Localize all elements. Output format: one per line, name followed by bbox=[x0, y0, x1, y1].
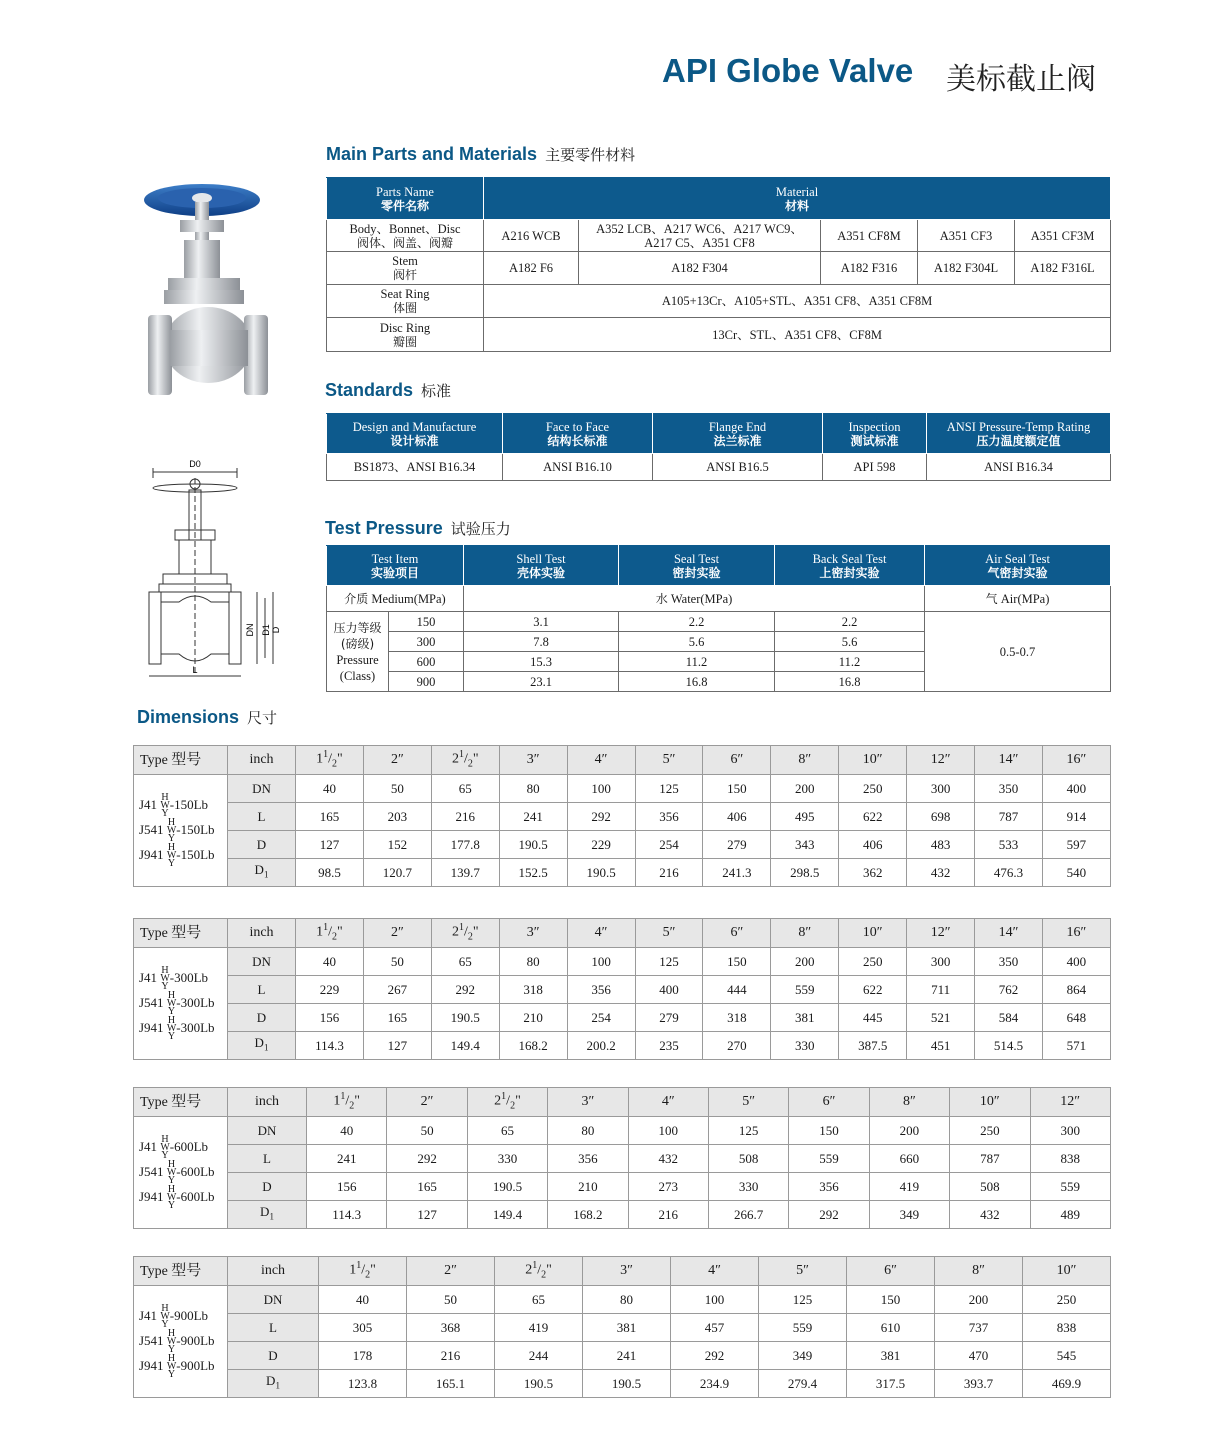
dimension-value: 317.5 bbox=[847, 1370, 935, 1398]
table-row bbox=[134, 1145, 1111, 1173]
dimension-value: 559 bbox=[759, 1314, 847, 1342]
dimension-value: 393.7 bbox=[935, 1370, 1023, 1398]
valve-drawing bbox=[145, 458, 295, 683]
size-header: $2^1/_2$" bbox=[467, 1088, 547, 1117]
dimension-value: 330 bbox=[708, 1173, 788, 1201]
dimension-value: 508 bbox=[950, 1173, 1030, 1201]
dimension-value: 406 bbox=[703, 803, 771, 831]
size-header: 8″ bbox=[935, 1257, 1023, 1286]
size-header: 4″ bbox=[567, 746, 635, 775]
dimension-value: 40 bbox=[296, 775, 364, 803]
dimension-value: 100 bbox=[567, 948, 635, 976]
dimension-value: 660 bbox=[869, 1145, 949, 1173]
dimension-value: 168.2 bbox=[499, 1032, 567, 1060]
drawing-label-d: D bbox=[271, 626, 281, 634]
dimension-value: 298.5 bbox=[771, 859, 839, 887]
size-header: $1^1/_2$" bbox=[296, 746, 364, 775]
dimension-value: 114.3 bbox=[296, 1032, 364, 1060]
size-header: 8″ bbox=[869, 1088, 949, 1117]
dimension-value: 50 bbox=[407, 1286, 495, 1314]
dimension-value: 533 bbox=[975, 831, 1043, 859]
table-row bbox=[134, 1342, 1111, 1370]
dimension-value: 229 bbox=[567, 831, 635, 859]
dimension-value: 216 bbox=[635, 859, 703, 887]
size-header: 10″ bbox=[839, 919, 907, 948]
size-header: 16″ bbox=[1042, 746, 1110, 775]
size-header: 5″ bbox=[635, 919, 703, 948]
dimension-value: 648 bbox=[1042, 1004, 1110, 1032]
table-row bbox=[134, 1201, 1111, 1229]
dimension-value: 711 bbox=[907, 976, 975, 1004]
type-label: Type 型号 bbox=[134, 1257, 228, 1286]
dimension-value: 584 bbox=[975, 1004, 1043, 1032]
dimension-value: 368 bbox=[407, 1314, 495, 1342]
dimension-value: 190.5 bbox=[583, 1370, 671, 1398]
row-label: DN bbox=[228, 1286, 319, 1314]
dimension-value: 489 bbox=[1030, 1201, 1110, 1229]
table-row: 压力等级 (磅级) Pressure (Class) 150 3.1 2.2 2.2 0.5-0.7 bbox=[327, 612, 1111, 632]
dimension-value: 168.2 bbox=[548, 1201, 628, 1229]
dimension-value: 381 bbox=[583, 1314, 671, 1342]
dimension-value: 400 bbox=[1042, 948, 1110, 976]
size-header: 14″ bbox=[975, 919, 1043, 948]
table-row bbox=[134, 1314, 1111, 1342]
size-header: 8″ bbox=[771, 919, 839, 948]
dimension-value: 356 bbox=[567, 976, 635, 1004]
table-row bbox=[134, 1117, 1111, 1145]
dimension-value: 914 bbox=[1042, 803, 1110, 831]
size-header: $2^1/_2$" bbox=[495, 1257, 583, 1286]
dimension-value: 350 bbox=[975, 948, 1043, 976]
standards-heading: Standards 标准 bbox=[325, 380, 452, 400]
dimension-value: 216 bbox=[407, 1342, 495, 1370]
size-header: 3″ bbox=[548, 1088, 628, 1117]
dimension-value: 190.5 bbox=[567, 859, 635, 887]
materials-table bbox=[326, 177, 1111, 352]
row-label: L bbox=[228, 1145, 307, 1173]
table-row bbox=[134, 1032, 1111, 1060]
size-header: $1^1/_2$" bbox=[319, 1257, 407, 1286]
drawing-label-d0: D0 bbox=[189, 459, 201, 469]
dimension-value: 838 bbox=[1030, 1145, 1110, 1173]
table-row: 600 15.3 11.2 11.2 bbox=[327, 652, 1111, 672]
dimension-value: 149.4 bbox=[467, 1201, 547, 1229]
dimension-value: 279 bbox=[703, 831, 771, 859]
dimension-value: 241 bbox=[307, 1145, 387, 1173]
type-label: Type 型号 bbox=[134, 1088, 228, 1117]
size-header: 2″ bbox=[407, 1257, 495, 1286]
dimension-value: 150 bbox=[703, 775, 771, 803]
dimension-value: 200 bbox=[771, 775, 839, 803]
dimension-value: 40 bbox=[296, 948, 364, 976]
row-label: L bbox=[228, 1314, 319, 1342]
dimension-value: 150 bbox=[847, 1286, 935, 1314]
dimension-value: 381 bbox=[771, 1004, 839, 1032]
dimension-value: 156 bbox=[307, 1173, 387, 1201]
dimension-value: 597 bbox=[1042, 831, 1110, 859]
dimension-value: 698 bbox=[907, 803, 975, 831]
model-list: J41 H W Y-900Lb J541 H W Y-900Lb J941 H W Y-900Lb bbox=[134, 1286, 228, 1398]
dimension-value: 80 bbox=[583, 1286, 671, 1314]
dimension-value: 203 bbox=[363, 803, 431, 831]
row-label: D bbox=[228, 1342, 319, 1370]
size-header: 12″ bbox=[907, 919, 975, 948]
test-pressure-table: Test Item 实验项目 Shell Test 壳体实验 Seal Test 密封实验 Back Seal Test 上密封实验 Air Seal Test 气密封实验 介质 Medium(MPa) 水 Water(MPa) 气 Air(MPa) 压力等级 (磅级) Pressure (Class) 150 3.1 2.2 2.2 0.5-0.7 300 7.8 5.6 5.6 600 15.3 11.2 11.2 900 23.1 16.8 16.8 bbox=[326, 545, 1111, 692]
table-row bbox=[134, 1286, 1111, 1314]
dimension-value: 125 bbox=[635, 775, 703, 803]
dimension-value: 356 bbox=[789, 1173, 869, 1201]
row-label: $D_1$ bbox=[228, 1201, 307, 1229]
row-label: $D_1$ bbox=[228, 859, 296, 887]
dimension-value: 300 bbox=[907, 948, 975, 976]
dimension-value: 50 bbox=[387, 1117, 467, 1145]
dimension-value: 250 bbox=[839, 775, 907, 803]
dimension-value: 100 bbox=[671, 1286, 759, 1314]
dimension-value: 127 bbox=[363, 1032, 431, 1060]
size-header: 10″ bbox=[839, 746, 907, 775]
dimension-value: 457 bbox=[671, 1314, 759, 1342]
size-header: 4″ bbox=[671, 1257, 759, 1286]
dimension-value: 127 bbox=[296, 831, 364, 859]
inch-label: inch bbox=[228, 746, 296, 775]
dimension-value: 279.4 bbox=[759, 1370, 847, 1398]
drawing-label-d1: D1 bbox=[261, 624, 271, 636]
model-list: J41 H W Y-300Lb J541 H W Y-300Lb J941 H W Y-300Lb bbox=[134, 948, 228, 1060]
dimension-value: 362 bbox=[839, 859, 907, 887]
row-label: $D_1$ bbox=[228, 1370, 319, 1398]
dimension-value: 432 bbox=[950, 1201, 1030, 1229]
type-label: Type 型号 bbox=[134, 919, 228, 948]
dimension-value: 622 bbox=[839, 976, 907, 1004]
dimension-value: 216 bbox=[628, 1201, 708, 1229]
dimension-value: 123.8 bbox=[319, 1370, 407, 1398]
dimension-value: 400 bbox=[1042, 775, 1110, 803]
dimension-value: 300 bbox=[907, 775, 975, 803]
dimension-value: 300 bbox=[1030, 1117, 1110, 1145]
dimension-value: 165 bbox=[363, 1004, 431, 1032]
dimension-value: 80 bbox=[499, 948, 567, 976]
col-material: Material 材料 bbox=[484, 178, 1111, 220]
row-label: DN bbox=[228, 948, 296, 976]
size-header: 12″ bbox=[1030, 1088, 1110, 1117]
table-row bbox=[134, 948, 1111, 976]
row-label: D bbox=[228, 1173, 307, 1201]
table-row: Disc Ring 瓣圈 13Cr、STL、A351 CF8、CF8M bbox=[327, 318, 1111, 352]
table-row bbox=[134, 1004, 1111, 1032]
dimension-value: 150 bbox=[703, 948, 771, 976]
dimension-value: 330 bbox=[467, 1145, 547, 1173]
dimension-value: 559 bbox=[1030, 1173, 1110, 1201]
dimension-value: 495 bbox=[771, 803, 839, 831]
dimension-value: 445 bbox=[839, 1004, 907, 1032]
dimension-value: 279 bbox=[635, 1004, 703, 1032]
table-row: BS1873、ANSI B16.34 ANSI B16.10 ANSI B16.5 API 598 ANSI B16.34 bbox=[327, 454, 1111, 481]
table-row bbox=[134, 775, 1111, 803]
dimension-value: 250 bbox=[839, 948, 907, 976]
table-row: 300 7.8 5.6 5.6 bbox=[327, 632, 1111, 652]
dimension-value: 100 bbox=[567, 775, 635, 803]
size-header: 4″ bbox=[567, 919, 635, 948]
dimension-value: 508 bbox=[708, 1145, 788, 1173]
size-header: 8″ bbox=[771, 746, 839, 775]
row-label: DN bbox=[228, 775, 296, 803]
inch-label: inch bbox=[228, 919, 296, 948]
dimension-value: 787 bbox=[975, 803, 1043, 831]
dimension-value: 444 bbox=[703, 976, 771, 1004]
dimension-value: 190.5 bbox=[499, 831, 567, 859]
dimensions-table bbox=[133, 745, 1111, 887]
size-header: $2^1/_2$" bbox=[431, 919, 499, 948]
size-header: 6″ bbox=[703, 919, 771, 948]
dimension-value: 241 bbox=[583, 1342, 671, 1370]
dimension-value: 737 bbox=[935, 1314, 1023, 1342]
dimension-value: 622 bbox=[839, 803, 907, 831]
dimension-value: 210 bbox=[548, 1173, 628, 1201]
materials-heading: Main Parts and Materials 主要零件材料 bbox=[326, 144, 636, 164]
dimension-value: 127 bbox=[387, 1201, 467, 1229]
dimension-value: 762 bbox=[975, 976, 1043, 1004]
table-row bbox=[134, 1370, 1111, 1398]
dimension-value: 216 bbox=[431, 803, 499, 831]
row-label: L bbox=[228, 803, 296, 831]
inch-label: inch bbox=[228, 1257, 319, 1286]
dimension-value: 244 bbox=[495, 1342, 583, 1370]
dimension-value: 177.8 bbox=[431, 831, 499, 859]
table-row: Body、Bonnet、Disc 阀体、阀盖、阀瓣 A216 WCB A352 LCB、A217 WC6、A217 WC9、 A217 C5、A351 CF8 A351 CF8M A351 CF3 A351 CF3M bbox=[327, 220, 1111, 252]
table-row: 介质 Medium(MPa) 水 Water(MPa) 气 Air(MPa) bbox=[327, 586, 1111, 612]
dimension-value: 150 bbox=[789, 1117, 869, 1145]
row-label: $D_1$ bbox=[228, 1032, 296, 1060]
dimension-value: 540 bbox=[1042, 859, 1110, 887]
size-header: $1^1/_2$" bbox=[296, 919, 364, 948]
dimension-value: 100 bbox=[628, 1117, 708, 1145]
dimension-value: 254 bbox=[635, 831, 703, 859]
dimension-value: 356 bbox=[548, 1145, 628, 1173]
standards-table: Design and Manufacture 设计标准 Face to Face 结构长标准 Flange End 法兰标准 Inspection 测试标准 ANSI Pressure-Temp Rating 压力温度额定值 BS1873、ANSI B16.34 ANSI B16.10 ANSI B16.5 API 598 ANSI B16.34 bbox=[326, 413, 1111, 481]
dimension-value: 350 bbox=[975, 775, 1043, 803]
size-header: 2″ bbox=[363, 919, 431, 948]
table-row bbox=[134, 831, 1111, 859]
dimension-value: 80 bbox=[499, 775, 567, 803]
dimension-value: 200 bbox=[771, 948, 839, 976]
drawing-label-dn: DN bbox=[245, 623, 255, 637]
dimension-value: 343 bbox=[771, 831, 839, 859]
size-header: $1^1/_2$" bbox=[307, 1088, 387, 1117]
dimension-value: 419 bbox=[495, 1314, 583, 1342]
dimension-value: 432 bbox=[628, 1145, 708, 1173]
model-list: J41 H W Y-150Lb J541 H W Y-150Lb J941 H W Y-150Lb bbox=[134, 775, 228, 887]
size-header: 3″ bbox=[499, 919, 567, 948]
size-header: 14″ bbox=[975, 746, 1043, 775]
dimension-value: 98.5 bbox=[296, 859, 364, 887]
dimension-value: 210 bbox=[499, 1004, 567, 1032]
dimension-value: 305 bbox=[319, 1314, 407, 1342]
dimension-value: 270 bbox=[703, 1032, 771, 1060]
dimension-value: 406 bbox=[839, 831, 907, 859]
dimensions-table bbox=[133, 1087, 1111, 1229]
dimension-value: 559 bbox=[789, 1145, 869, 1173]
dimension-value: 610 bbox=[847, 1314, 935, 1342]
dimension-value: 40 bbox=[319, 1286, 407, 1314]
dimension-value: 469.9 bbox=[1023, 1370, 1111, 1398]
dimension-value: 50 bbox=[363, 948, 431, 976]
dimension-value: 235 bbox=[635, 1032, 703, 1060]
size-header: 2″ bbox=[387, 1088, 467, 1117]
size-header: 6″ bbox=[703, 746, 771, 775]
dimension-value: 559 bbox=[771, 976, 839, 1004]
dimension-value: 330 bbox=[771, 1032, 839, 1060]
valve-photo bbox=[140, 180, 280, 402]
row-label: DN bbox=[228, 1117, 307, 1145]
dimension-value: 200 bbox=[935, 1286, 1023, 1314]
size-header: 10″ bbox=[1023, 1257, 1111, 1286]
dimensions-heading: Dimensions 尺寸 bbox=[137, 707, 278, 727]
dimension-value: 514.5 bbox=[975, 1032, 1043, 1060]
dimension-value: 521 bbox=[907, 1004, 975, 1032]
table-row bbox=[134, 803, 1111, 831]
table-row: Stem 阀杆 A182 F6 A182 F304 A182 F316 A182 F304L A182 F316L bbox=[327, 252, 1111, 285]
row-label: D bbox=[228, 831, 296, 859]
size-header: 2″ bbox=[363, 746, 431, 775]
dimension-value: 356 bbox=[635, 803, 703, 831]
size-header: 3″ bbox=[583, 1257, 671, 1286]
dimension-value: 152.5 bbox=[499, 859, 567, 887]
dimension-value: 476.3 bbox=[975, 859, 1043, 887]
dimension-value: 178 bbox=[319, 1342, 407, 1370]
size-header: 4″ bbox=[628, 1088, 708, 1117]
drawing-label-l: L bbox=[192, 665, 198, 675]
dimension-value: 349 bbox=[869, 1201, 949, 1229]
dimension-value: 65 bbox=[495, 1286, 583, 1314]
table-row bbox=[134, 1173, 1111, 1201]
type-label: Type 型号 bbox=[134, 746, 228, 775]
dimension-value: 200 bbox=[869, 1117, 949, 1145]
dimension-value: 292 bbox=[431, 976, 499, 1004]
dimension-value: 200.2 bbox=[567, 1032, 635, 1060]
dimension-value: 65 bbox=[467, 1117, 547, 1145]
dimension-value: 114.3 bbox=[307, 1201, 387, 1229]
dimension-value: 234.9 bbox=[671, 1370, 759, 1398]
size-header: $2^1/_2$" bbox=[431, 746, 499, 775]
table-row bbox=[134, 976, 1111, 1004]
size-header: 5″ bbox=[759, 1257, 847, 1286]
row-label: L bbox=[228, 976, 296, 1004]
table-row: 900 23.1 16.8 16.8 bbox=[327, 672, 1111, 692]
dimension-value: 387.5 bbox=[839, 1032, 907, 1060]
dimension-value: 241 bbox=[499, 803, 567, 831]
size-header: 6″ bbox=[789, 1088, 869, 1117]
dimension-value: 165 bbox=[296, 803, 364, 831]
dimension-value: 254 bbox=[567, 1004, 635, 1032]
dimension-value: 864 bbox=[1042, 976, 1110, 1004]
dimension-value: 241.3 bbox=[703, 859, 771, 887]
dimensions-table bbox=[133, 918, 1111, 1060]
dimension-value: 273 bbox=[628, 1173, 708, 1201]
dimension-value: 149.4 bbox=[431, 1032, 499, 1060]
dimension-value: 571 bbox=[1042, 1032, 1110, 1060]
dimension-value: 267 bbox=[363, 976, 431, 1004]
dimension-value: 65 bbox=[431, 775, 499, 803]
dimension-value: 125 bbox=[635, 948, 703, 976]
dimension-value: 156 bbox=[296, 1004, 364, 1032]
dimension-value: 483 bbox=[907, 831, 975, 859]
dimension-value: 432 bbox=[907, 859, 975, 887]
dimension-value: 381 bbox=[847, 1342, 935, 1370]
dimension-value: 318 bbox=[703, 1004, 771, 1032]
dimension-value: 165.1 bbox=[407, 1370, 495, 1398]
dimension-value: 50 bbox=[363, 775, 431, 803]
dimension-value: 400 bbox=[635, 976, 703, 1004]
inch-label: inch bbox=[228, 1088, 307, 1117]
test-pressure-heading: Test Pressure 试验压力 bbox=[325, 518, 511, 538]
dimension-value: 165 bbox=[387, 1173, 467, 1201]
dimension-value: 349 bbox=[759, 1342, 847, 1370]
dimension-value: 80 bbox=[548, 1117, 628, 1145]
dimension-value: 545 bbox=[1023, 1342, 1111, 1370]
size-header: 12″ bbox=[907, 746, 975, 775]
dimension-value: 292 bbox=[671, 1342, 759, 1370]
size-header: 16″ bbox=[1042, 919, 1110, 948]
dimension-value: 266.7 bbox=[708, 1201, 788, 1229]
page-title-cn: 美标截止阀 bbox=[946, 62, 1096, 97]
size-header: 6″ bbox=[847, 1257, 935, 1286]
dimension-value: 250 bbox=[1023, 1286, 1111, 1314]
dimension-value: 125 bbox=[708, 1117, 788, 1145]
dimension-value: 292 bbox=[567, 803, 635, 831]
dimension-value: 190.5 bbox=[431, 1004, 499, 1032]
dimension-value: 190.5 bbox=[467, 1173, 547, 1201]
col-parts-name: Parts Name 零件名称 bbox=[327, 178, 484, 220]
dimension-value: 152 bbox=[363, 831, 431, 859]
dimension-value: 190.5 bbox=[495, 1370, 583, 1398]
table-row bbox=[134, 859, 1111, 887]
table-row: Seat Ring 体圈 A105+13Cr、A105+STL、A351 CF8、A351 CF8M bbox=[327, 285, 1111, 318]
dimension-value: 125 bbox=[759, 1286, 847, 1314]
dimension-value: 65 bbox=[431, 948, 499, 976]
dimension-value: 292 bbox=[789, 1201, 869, 1229]
dimension-value: 292 bbox=[387, 1145, 467, 1173]
dimension-value: 318 bbox=[499, 976, 567, 1004]
dimension-value: 250 bbox=[950, 1117, 1030, 1145]
dimensions-table bbox=[133, 1256, 1111, 1398]
size-header: 3″ bbox=[499, 746, 567, 775]
dimension-value: 787 bbox=[950, 1145, 1030, 1173]
size-header: 5″ bbox=[635, 746, 703, 775]
size-header: 10″ bbox=[950, 1088, 1030, 1117]
dimension-value: 419 bbox=[869, 1173, 949, 1201]
dimension-value: 139.7 bbox=[431, 859, 499, 887]
dimension-value: 229 bbox=[296, 976, 364, 1004]
model-list: J41 H W Y-600Lb J541 H W Y-600Lb J941 H W Y-600Lb bbox=[134, 1117, 228, 1229]
dimension-value: 120.7 bbox=[363, 859, 431, 887]
dimension-value: 40 bbox=[307, 1117, 387, 1145]
dimension-value: 470 bbox=[935, 1342, 1023, 1370]
dimension-value: 451 bbox=[907, 1032, 975, 1060]
row-label: D bbox=[228, 1004, 296, 1032]
size-header: 5″ bbox=[708, 1088, 788, 1117]
page-title: API Globe Valve bbox=[662, 52, 914, 89]
dimension-value: 838 bbox=[1023, 1314, 1111, 1342]
